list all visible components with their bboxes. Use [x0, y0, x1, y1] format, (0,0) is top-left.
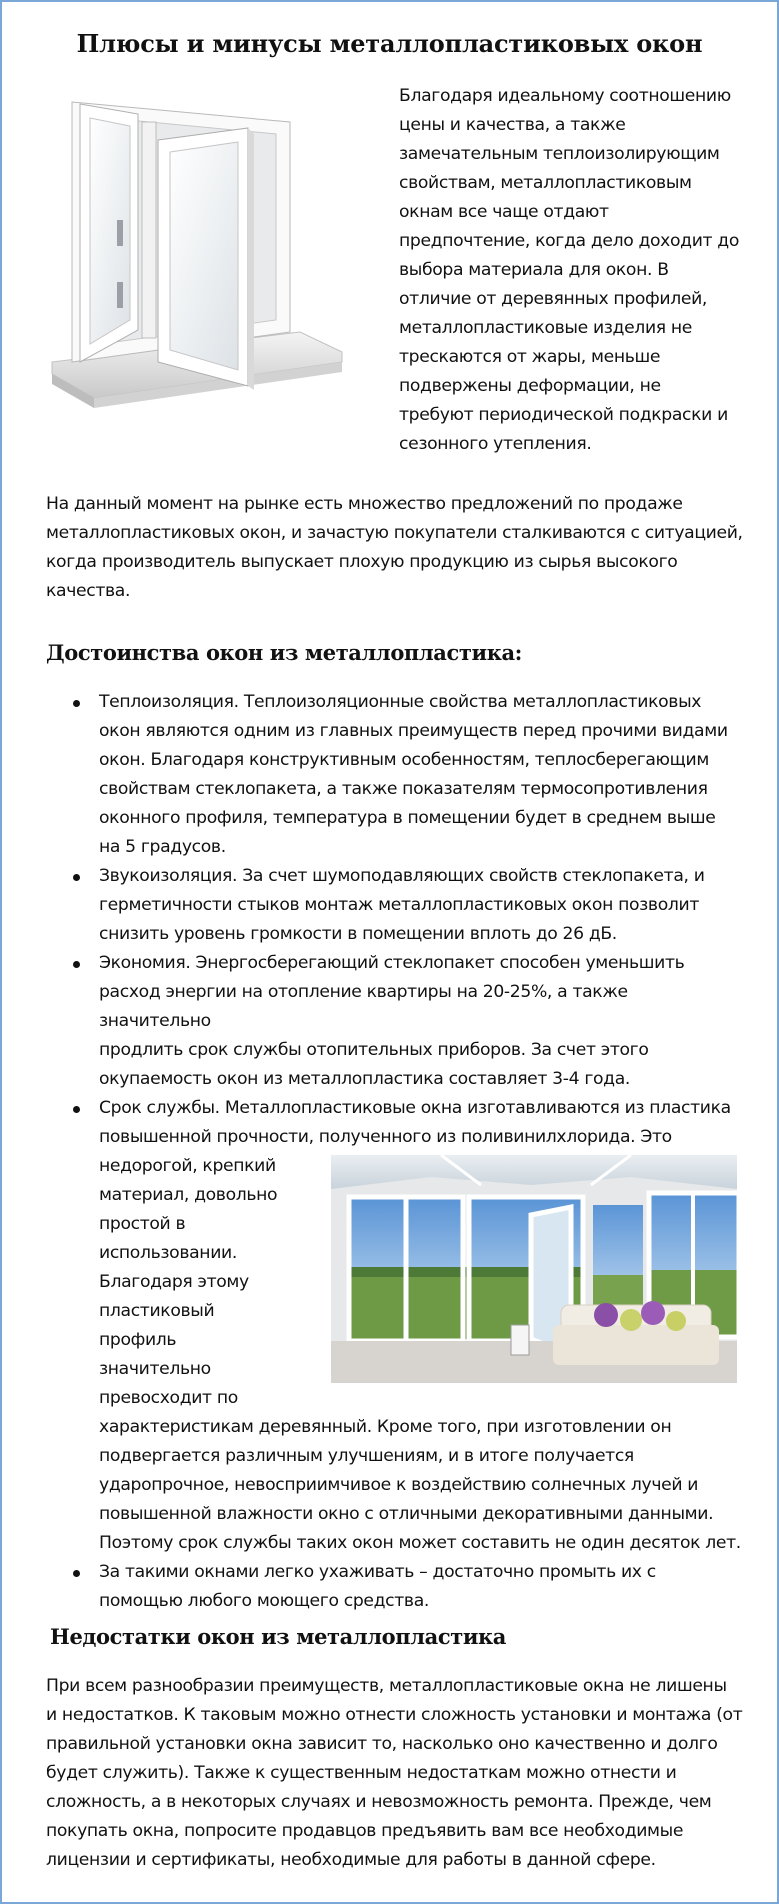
advantages-heading: Достоинства окон из металлопластика:	[46, 640, 523, 665]
text-line: сложность, а в некоторых случаях и невозможность ремонта. Прежде, чем	[46, 1792, 712, 1812]
text-line: и недостатков. К таковым можно отнести сложность установки и монтажа (от	[46, 1705, 743, 1725]
text-line: окупаемость окон из металлопластика составляет 3-4 года.	[99, 1069, 630, 1089]
text-line: окон являются одним из главных преимуществ перед прочими видами	[99, 721, 728, 741]
text-line: цены и качества, а также	[399, 115, 626, 135]
text-line: При всем разнообразии преимуществ, металлопластиковые окна не лишены	[46, 1676, 727, 1696]
text-line: подвергается различным улучшениям, и в итоге получается	[99, 1446, 634, 1466]
text-line: материал, довольно	[99, 1185, 278, 1205]
text-line: Теплоизоляция. Теплоизоляционные свойства металлопластиковых	[99, 692, 702, 712]
text-line: на 5 градусов.	[99, 837, 226, 857]
text-line: За такими окнами легко ухаживать – достаточно промыть их с	[99, 1562, 656, 1582]
list-item	[71, 1558, 741, 1616]
bullet-icon	[73, 700, 80, 707]
list-item	[71, 688, 741, 862]
text-line: оконного профиля, температура в помещении будет в среднем выше	[99, 808, 716, 828]
disadvantages-paragraph	[46, 1672, 766, 1875]
text-line: лицензии и сертификаты, необходимые для работы в данной сфере.	[46, 1850, 656, 1870]
page-title: Плюсы и минусы металлопластиковых окон	[76, 29, 703, 58]
text-line: пластиковый	[99, 1301, 215, 1321]
text-line: повышенной влажности окно с отличными декоративными данными.	[99, 1504, 714, 1524]
text-line: выбора материала для окон. В	[399, 260, 669, 280]
text-line: расход энергии на отопление квартиры на 20-25%, а также значительно	[99, 982, 628, 1031]
list-item	[71, 949, 741, 1094]
text-line: покупать окна, попросите продавцов предъявить вам все необходимые	[46, 1821, 684, 1841]
list-item	[71, 862, 741, 949]
intro-paragraph	[399, 82, 749, 459]
market-paragraph	[46, 490, 766, 606]
text-line: профиль	[99, 1330, 177, 1350]
text-line: сезонного утепления.	[399, 434, 592, 454]
text-line: отличие от деревянных профилей,	[399, 289, 708, 309]
text-line: предпочтение, когда дело доходит до	[399, 231, 740, 251]
text-line: металлопластиковых окон, и зачастую покупатели сталкиваются с ситуацией,	[46, 523, 743, 543]
text-line: недорогой, крепкий	[99, 1156, 276, 1176]
list-item	[71, 1094, 741, 1558]
text-line: превосходит по	[99, 1388, 238, 1408]
text-line: замечательным теплоизолирующим	[399, 144, 720, 164]
open-window-image	[50, 100, 350, 440]
text-line: Поэтому срок службы таких окон может составить не один десяток лет.	[99, 1533, 741, 1553]
text-line: ударопрочное, невосприимчивое к воздействию солнечных лучей и	[99, 1475, 699, 1495]
text-line: требуют периодической подкраски и	[399, 405, 728, 425]
text-line: помощью любого моющего средства.	[99, 1591, 429, 1611]
text-line: свойствам стеклопакета, а также показателям термосопротивления	[99, 779, 708, 799]
text-line: Экономия. Энергосберегающий стеклопакет способен уменьшить	[99, 953, 685, 973]
text-line: правильной установки окна зависит то, насколько оно качественно и долго	[46, 1734, 718, 1754]
text-line: простой в	[99, 1214, 186, 1234]
bullet-icon	[73, 1106, 80, 1113]
text-line: будет служить). Также к существенным недостаткам можно отнести и	[46, 1763, 677, 1783]
bullet-icon	[73, 1570, 80, 1577]
text-line: свойствам, металлопластиковым	[399, 173, 692, 193]
text-line: Благодаря этому	[99, 1272, 249, 1292]
text-line: подвержены деформации, не	[399, 376, 661, 396]
text-line: трескаются от жары, меньше	[399, 347, 661, 367]
text-line: металлопластиковые изделия не	[399, 318, 692, 338]
text-line: На данный момент на рынке есть множество предложений по продаже	[46, 494, 683, 514]
text-line: герметичности стыков монтаж металлопластиковых окон позволит	[99, 895, 699, 915]
text-line: Звукоизоляция. За счет шумоподавляющих свойств стеклопакета, и	[99, 866, 705, 886]
text-line: когда производитель выпускает плохую продукцию из сырья высокого	[46, 552, 678, 572]
advantages-list	[71, 688, 741, 1616]
text-line: окнам все чаще отдают	[399, 202, 609, 222]
bullet-icon	[73, 961, 80, 968]
bullet-icon	[73, 874, 80, 881]
text-line: значительно	[99, 1359, 211, 1379]
text-line: использовании.	[99, 1243, 237, 1263]
text-line: окон. Благодаря конструктивным особенностям, теплосберегающим	[99, 750, 709, 770]
text-line: снизить уровень громкости в помещении вплоть до 26 дБ.	[99, 924, 617, 944]
text-line: Срок службы. Металлопластиковые окна изготавливаются из пластика	[99, 1098, 731, 1118]
disadvantages-heading: Недостатки окон из металлопластика	[50, 1624, 506, 1649]
text-line: характеристикам деревянный. Кроме того, при изготовлении он	[99, 1417, 672, 1437]
text-line: повышенной прочности, полученного из поливинилхлорида. Это	[99, 1127, 672, 1147]
text-line: Благодаря идеальному соотношению	[399, 86, 731, 106]
text-line: качества.	[46, 581, 131, 601]
conservatory-image	[331, 1155, 737, 1383]
text-line: продлить срок службы отопительных приборов. За счет этого	[99, 1040, 649, 1060]
